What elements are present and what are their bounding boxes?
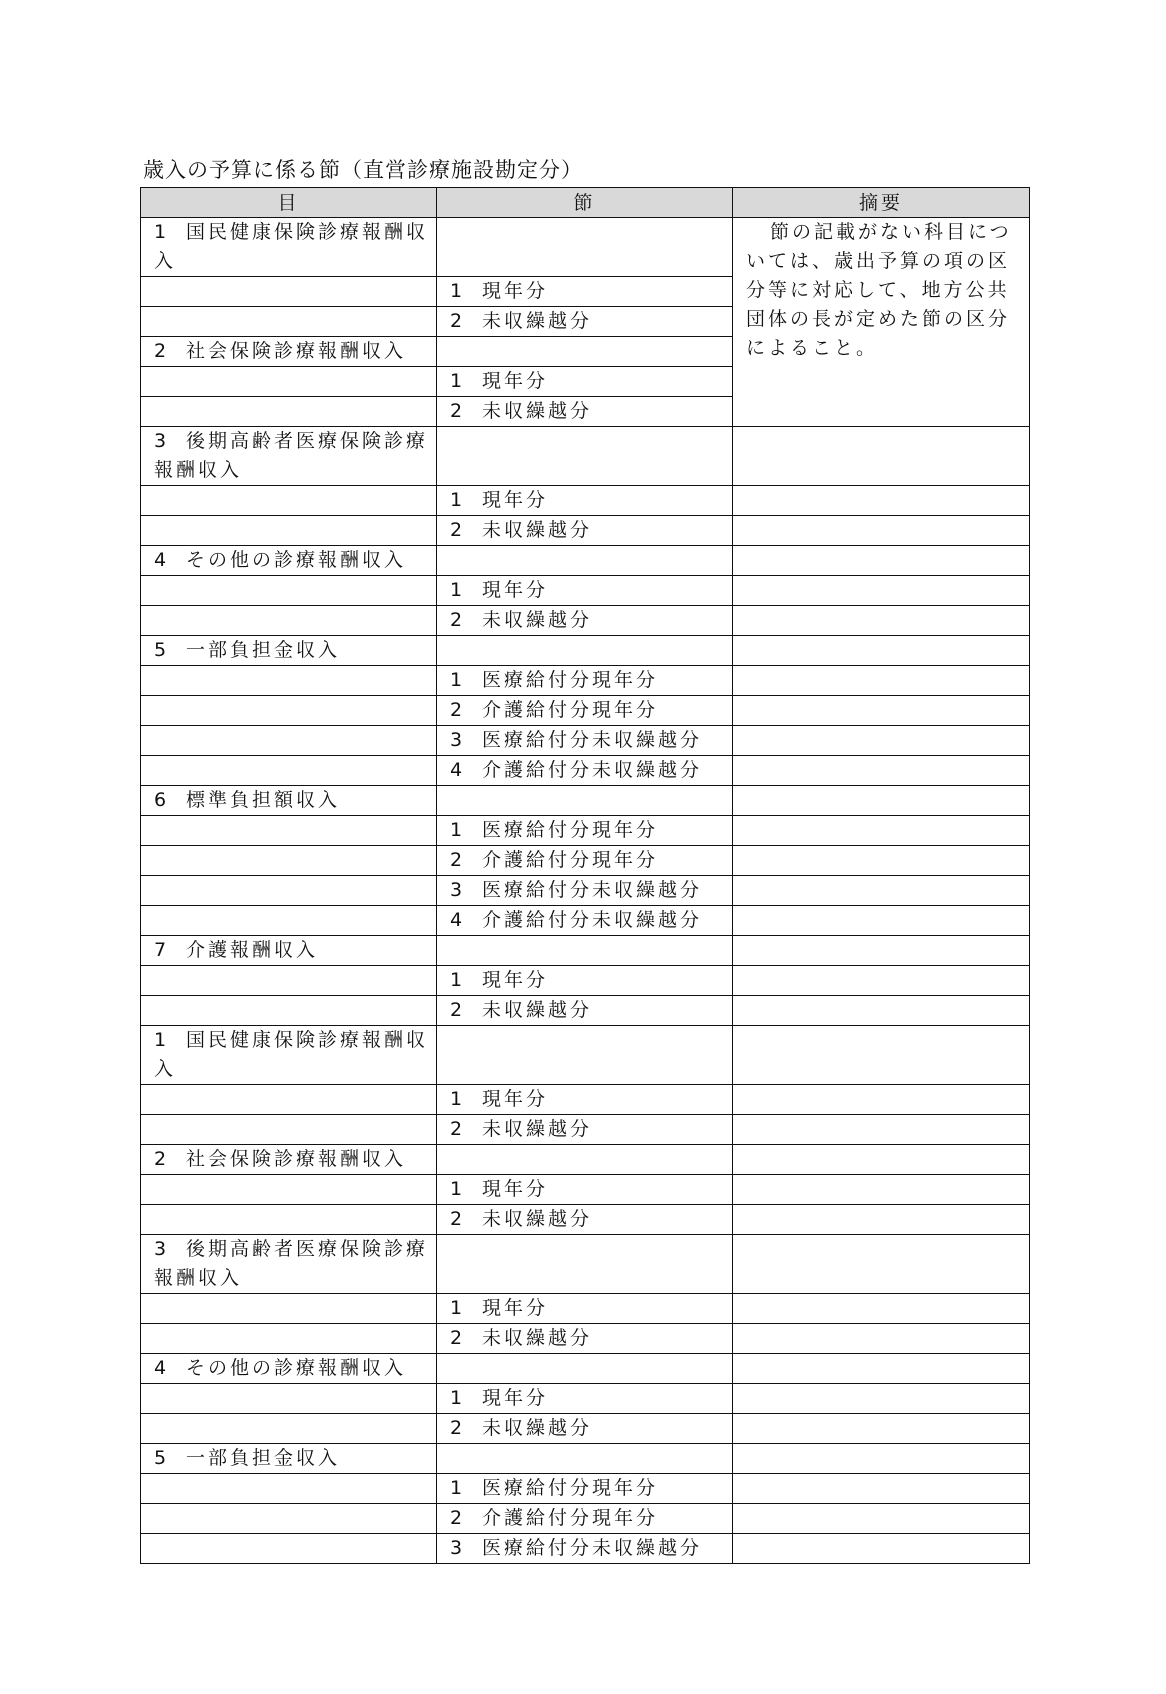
moku-cell [141, 516, 437, 546]
moku-number: 3 [154, 430, 167, 452]
table-row [141, 786, 1030, 816]
setsu-number: 2 [450, 310, 463, 332]
setsu-number: 1 [450, 669, 463, 691]
setsu-number: 3 [450, 1537, 463, 1559]
setsu-label: 介護給付分現年分 [482, 849, 659, 871]
moku-cell [141, 1474, 437, 1504]
table-row [141, 486, 1030, 516]
setsu-cell [437, 218, 733, 277]
header-setsu: 節 [437, 188, 733, 218]
moku-cell [141, 337, 437, 367]
setsu-number: 2 [450, 849, 463, 871]
setsu-cell [437, 696, 733, 726]
setsu-cell [437, 876, 733, 906]
setsu-cell [437, 277, 733, 307]
setsu-cell [437, 726, 733, 756]
tekiyo-cell [733, 1205, 1030, 1235]
moku-label: 一部負担金収入 [186, 639, 341, 661]
table-row [141, 1294, 1030, 1324]
table-row [141, 936, 1030, 966]
moku-number: 2 [154, 1148, 167, 1170]
setsu-cell [437, 1384, 733, 1414]
table-row [141, 726, 1030, 756]
moku-cell [141, 816, 437, 846]
moku-cell [141, 1115, 437, 1145]
setsu-number: 2 [450, 1507, 463, 1529]
setsu-label: 未収繰越分 [482, 999, 593, 1021]
setsu-label: 未収繰越分 [482, 400, 593, 422]
setsu-label: 現年分 [482, 969, 549, 991]
table-row [141, 1205, 1030, 1235]
setsu-number: 2 [450, 1208, 463, 1230]
setsu-label: 医療給付分現年分 [482, 819, 659, 841]
moku-cell [141, 1145, 437, 1175]
setsu-cell [437, 1354, 733, 1384]
setsu-cell [437, 606, 733, 636]
moku-cell [141, 1444, 437, 1474]
setsu-label: 現年分 [482, 370, 549, 392]
moku-cell [141, 367, 437, 397]
moku-cell [141, 906, 437, 936]
moku-number: 4 [154, 549, 167, 571]
setsu-number: 2 [450, 519, 463, 541]
moku-cell [141, 1504, 437, 1534]
tekiyo-cell [733, 1474, 1030, 1504]
table-row [141, 1444, 1030, 1474]
moku-cell [141, 696, 437, 726]
setsu-number: 2 [450, 1327, 463, 1349]
moku-cell [141, 876, 437, 906]
setsu-cell [437, 307, 733, 337]
table-row [141, 218, 1030, 277]
setsu-cell [437, 1085, 733, 1115]
moku-number: 5 [154, 1447, 167, 1469]
tekiyo-cell [733, 936, 1030, 966]
setsu-cell [437, 846, 733, 876]
tekiyo-cell [733, 1324, 1030, 1354]
moku-label: 国民健康保険診療報酬収入 [154, 221, 429, 272]
setsu-label: 介護給付分現年分 [482, 699, 659, 721]
tekiyo-note-text: 節の記載がない科目については、歳出予算の項の区分等に対応して、地方公共団体の長が定めた節の区分によること。 [746, 221, 1012, 359]
setsu-cell [437, 816, 733, 846]
setsu-label: 現年分 [482, 1387, 549, 1409]
tekiyo-note-cell [733, 218, 1030, 427]
tekiyo-cell [733, 1175, 1030, 1205]
setsu-number: 1 [450, 1477, 463, 1499]
table-row [141, 996, 1030, 1026]
tekiyo-cell [733, 1085, 1030, 1115]
moku-cell [141, 666, 437, 696]
moku-cell [141, 726, 437, 756]
setsu-label: 未収繰越分 [482, 519, 593, 541]
table-row [141, 876, 1030, 906]
setsu-label: 現年分 [482, 1178, 549, 1200]
setsu-cell [437, 1414, 733, 1444]
moku-cell [141, 1324, 437, 1354]
setsu-cell [437, 427, 733, 486]
setsu-cell [437, 576, 733, 606]
tekiyo-cell [733, 1294, 1030, 1324]
tekiyo-cell [733, 996, 1030, 1026]
setsu-label: 未収繰越分 [482, 1327, 593, 1349]
table-row [141, 756, 1030, 786]
tekiyo-cell [733, 876, 1030, 906]
moku-cell [141, 606, 437, 636]
tekiyo-cell [733, 486, 1030, 516]
setsu-number: 1 [450, 819, 463, 841]
moku-cell [141, 846, 437, 876]
moku-cell [141, 966, 437, 996]
setsu-number: 2 [450, 1417, 463, 1439]
setsu-label: 現年分 [482, 1297, 549, 1319]
budget-table [140, 187, 1030, 1564]
moku-number: 3 [154, 1238, 167, 1260]
table-header-row [141, 188, 1030, 218]
setsu-cell [437, 1205, 733, 1235]
setsu-cell [437, 1235, 733, 1294]
setsu-label: 医療給付分現年分 [482, 669, 659, 691]
tekiyo-cell [733, 846, 1030, 876]
setsu-cell [437, 666, 733, 696]
tekiyo-cell [733, 1115, 1030, 1145]
table-row [141, 816, 1030, 846]
table-row [141, 966, 1030, 996]
setsu-label: 現年分 [482, 280, 549, 302]
tekiyo-cell [733, 1354, 1030, 1384]
moku-label: 標準負担額収入 [186, 789, 341, 811]
setsu-cell [437, 1175, 733, 1205]
moku-cell [141, 277, 437, 307]
setsu-number: 3 [450, 729, 463, 751]
tekiyo-cell [733, 636, 1030, 666]
tekiyo-cell [733, 966, 1030, 996]
header-moku: 目 [141, 188, 437, 218]
moku-label: 後期高齢者医療保険診療報酬収入 [154, 430, 429, 481]
table-row [141, 1384, 1030, 1414]
setsu-number: 2 [450, 609, 463, 631]
setsu-number: 1 [450, 1387, 463, 1409]
moku-cell [141, 397, 437, 427]
moku-cell [141, 1175, 437, 1205]
setsu-cell [437, 337, 733, 367]
setsu-number: 4 [450, 759, 463, 781]
setsu-number: 1 [450, 280, 463, 302]
setsu-label: 現年分 [482, 579, 549, 601]
table-row [141, 1175, 1030, 1205]
setsu-cell [437, 966, 733, 996]
tekiyo-cell [733, 1145, 1030, 1175]
setsu-cell [437, 546, 733, 576]
setsu-cell [437, 1444, 733, 1474]
setsu-cell [437, 756, 733, 786]
setsu-number: 1 [450, 1088, 463, 1110]
setsu-label: 介護給付分未収繰越分 [482, 759, 703, 781]
moku-number: 4 [154, 1357, 167, 1379]
moku-number: 1 [154, 1029, 167, 1051]
moku-cell [141, 486, 437, 516]
tekiyo-cell [733, 1235, 1030, 1294]
setsu-number: 2 [450, 699, 463, 721]
setsu-cell [437, 786, 733, 816]
moku-label: 社会保険診療報酬収入 [186, 1148, 407, 1170]
setsu-label: 医療給付分現年分 [482, 1477, 659, 1499]
moku-cell [141, 1026, 437, 1085]
document-title: 歳入の予算に係る節（直営診療施設勘定分） [143, 158, 583, 182]
moku-cell [141, 1294, 437, 1324]
moku-cell [141, 218, 437, 277]
table-row [141, 427, 1030, 486]
tekiyo-cell [733, 666, 1030, 696]
moku-number: 6 [154, 789, 167, 811]
setsu-cell [437, 1294, 733, 1324]
moku-cell [141, 786, 437, 816]
setsu-cell [437, 1324, 733, 1354]
table-row [141, 666, 1030, 696]
table-row [141, 906, 1030, 936]
tekiyo-cell [733, 1384, 1030, 1414]
table-row [141, 576, 1030, 606]
table-row [141, 696, 1030, 726]
table-row [141, 1534, 1030, 1564]
moku-cell [141, 1384, 437, 1414]
setsu-label: 介護給付分現年分 [482, 1507, 659, 1529]
setsu-label: 介護給付分未収繰越分 [482, 909, 703, 931]
moku-label: 後期高齢者医療保険診療報酬収入 [154, 1238, 429, 1289]
moku-label: 国民健康保険診療報酬収入 [154, 1029, 429, 1080]
table-row [141, 636, 1030, 666]
moku-cell [141, 1205, 437, 1235]
moku-number: 7 [154, 939, 167, 961]
setsu-number: 3 [450, 879, 463, 901]
table-row [141, 1115, 1030, 1145]
setsu-cell [437, 1026, 733, 1085]
header-tekiyo: 摘要 [733, 188, 1030, 218]
setsu-number: 1 [450, 1297, 463, 1319]
table-row [141, 546, 1030, 576]
setsu-label: 現年分 [482, 489, 549, 511]
setsu-label: 未収繰越分 [482, 609, 593, 631]
setsu-cell [437, 486, 733, 516]
moku-cell [141, 307, 437, 337]
setsu-cell [437, 636, 733, 666]
table-row [141, 1235, 1030, 1294]
table-row [141, 1324, 1030, 1354]
setsu-label: 未収繰越分 [482, 1417, 593, 1439]
table-row [141, 1474, 1030, 1504]
moku-label: その他の診療報酬収入 [186, 1357, 407, 1379]
setsu-label: 医療給付分未収繰越分 [482, 879, 703, 901]
tekiyo-cell [733, 1414, 1030, 1444]
table-row [141, 1026, 1030, 1085]
moku-cell [141, 756, 437, 786]
setsu-cell [437, 906, 733, 936]
moku-cell [141, 427, 437, 486]
tekiyo-cell [733, 516, 1030, 546]
setsu-number: 1 [450, 969, 463, 991]
setsu-label: 現年分 [482, 1088, 549, 1110]
tekiyo-cell [733, 786, 1030, 816]
table-body [141, 218, 1030, 1564]
setsu-number: 1 [450, 489, 463, 511]
setsu-cell [437, 1145, 733, 1175]
setsu-number: 2 [450, 999, 463, 1021]
table-row [141, 1414, 1030, 1444]
setsu-number: 4 [450, 909, 463, 931]
setsu-cell [437, 1115, 733, 1145]
setsu-number: 2 [450, 400, 463, 422]
tekiyo-cell [733, 816, 1030, 846]
tekiyo-cell [733, 1026, 1030, 1085]
tekiyo-cell [733, 1504, 1030, 1534]
tekiyo-cell [733, 576, 1030, 606]
setsu-cell [437, 936, 733, 966]
table-row [141, 1504, 1030, 1534]
tekiyo-cell [733, 546, 1030, 576]
setsu-cell [437, 516, 733, 546]
table-row [141, 606, 1030, 636]
tekiyo-cell [733, 1534, 1030, 1564]
setsu-label: 未収繰越分 [482, 310, 593, 332]
setsu-cell [437, 1474, 733, 1504]
moku-cell [141, 1354, 437, 1384]
tekiyo-cell [733, 906, 1030, 936]
moku-cell [141, 546, 437, 576]
setsu-label: 未収繰越分 [482, 1208, 593, 1230]
setsu-label: 未収繰越分 [482, 1118, 593, 1140]
moku-number: 1 [154, 221, 167, 243]
moku-label: 介護報酬収入 [186, 939, 319, 961]
moku-number: 2 [154, 340, 167, 362]
moku-cell [141, 996, 437, 1026]
moku-number: 5 [154, 639, 167, 661]
moku-cell [141, 1085, 437, 1115]
setsu-number: 1 [450, 370, 463, 392]
tekiyo-cell [733, 696, 1030, 726]
setsu-label: 医療給付分未収繰越分 [482, 729, 703, 751]
setsu-cell [437, 1504, 733, 1534]
moku-cell [141, 576, 437, 606]
table-row [141, 846, 1030, 876]
setsu-label: 医療給付分未収繰越分 [482, 1537, 703, 1559]
moku-label: その他の診療報酬収入 [186, 549, 407, 571]
moku-cell [141, 1235, 437, 1294]
table-row [141, 1354, 1030, 1384]
moku-label: 一部負担金収入 [186, 1447, 341, 1469]
table-row [141, 1145, 1030, 1175]
tekiyo-cell [733, 726, 1030, 756]
setsu-cell [437, 996, 733, 1026]
tekiyo-cell [733, 756, 1030, 786]
table-row [141, 516, 1030, 546]
moku-cell [141, 936, 437, 966]
setsu-cell [437, 367, 733, 397]
setsu-cell [437, 397, 733, 427]
tekiyo-cell [733, 1444, 1030, 1474]
setsu-cell [437, 1534, 733, 1564]
tekiyo-cell [733, 427, 1030, 486]
table-row [141, 1085, 1030, 1115]
moku-cell [141, 636, 437, 666]
setsu-number: 1 [450, 579, 463, 601]
moku-cell [141, 1534, 437, 1564]
tekiyo-cell [733, 606, 1030, 636]
moku-cell [141, 1414, 437, 1444]
setsu-number: 1 [450, 1178, 463, 1200]
moku-label: 社会保険診療報酬収入 [186, 340, 407, 362]
setsu-number: 2 [450, 1118, 463, 1140]
